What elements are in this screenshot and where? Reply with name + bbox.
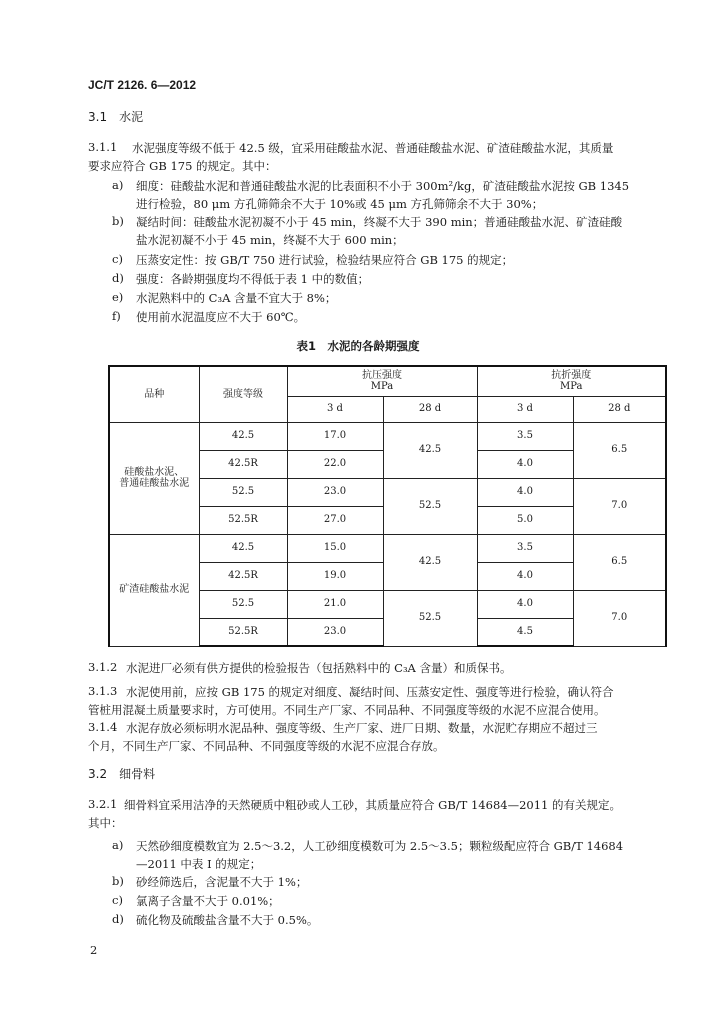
grade-cell: 52.5R xyxy=(199,618,287,646)
clause-3-2-1-number: 3.2.1 xyxy=(88,797,118,811)
comp-3d-cell: 17.0 xyxy=(287,422,383,450)
flex-28d-cell: 7.0 xyxy=(573,590,666,646)
flex-3d-cell: 3.5 xyxy=(477,534,573,562)
header-flexural-unit: MPa xyxy=(560,381,583,393)
comp-28d-cell: 52.5 xyxy=(383,478,477,534)
clause-3-1-1-line1: 水泥强度等级不低于 42.5 级，宜采用硅酸盐水泥、普通硅酸盐水泥、矿渣硅酸盐水泥，其质量 xyxy=(132,141,614,155)
item-e-label: e) xyxy=(112,290,124,304)
item-b-label: b) xyxy=(112,214,124,228)
header-flex-28d: 28 d xyxy=(573,396,666,422)
item-3-2-a-label: a) xyxy=(112,838,124,852)
clause-3-1-4-line1: 水泥存放必须标明水泥品种、强度等级、生产厂家、进厂日期、数量，水泥贮存期应不超过三 xyxy=(126,721,598,735)
comp-28d-cell: 52.5 xyxy=(383,590,477,646)
strength-table xyxy=(108,365,667,647)
flex-3d-cell: 3.5 xyxy=(477,422,573,450)
clause-3-2-1-line2: 其中： xyxy=(88,816,123,830)
item-3-2-b-line1: 砂经筛选后，含泥量不大于 1%； xyxy=(136,875,308,889)
item-b-line2: 盐水泥初凝不小于 45 min，终凝不大于 600 min； xyxy=(136,233,404,247)
flex-3d-cell: 4.5 xyxy=(477,618,573,646)
grade-cell: 42.5R xyxy=(199,562,287,590)
page-number: 2 xyxy=(90,943,98,957)
clause-3-1-1-number: 3.1.1 xyxy=(88,140,118,154)
variety-group-1-line1: 硅酸盐水泥、 xyxy=(124,466,185,478)
grade-cell: 42.5R xyxy=(199,450,287,478)
item-3-2-a-line2: —2011 中表 I 的规定； xyxy=(136,857,262,871)
item-c-line1: 压蒸安定性：按 GB/T 750 进行试验，检验结果应符合 GB 175 的规定； xyxy=(136,253,514,267)
header-flexural-label: 抗折强度 xyxy=(551,369,592,381)
item-e-line1: 水泥熟料中的 C₃A 含量不宜大于 8%； xyxy=(136,291,337,305)
flex-3d-cell: 4.0 xyxy=(477,450,573,478)
flex-28d-cell: 6.5 xyxy=(573,422,666,478)
header-compressive-label: 抗压强度 xyxy=(362,369,402,381)
flex-3d-cell: 4.0 xyxy=(477,562,573,590)
item-3-2-b-label: b) xyxy=(112,874,124,888)
clause-3-1-3-line2: 管桩用混凝土质量要求时，方可使用。不同生产厂家、不同品种、不同强度等级的水泥不应混合使用。 xyxy=(88,703,606,717)
grade-cell: 52.5R xyxy=(199,506,287,534)
variety-group-2: 矿渣硅酸盐水泥 xyxy=(109,534,199,646)
comp-3d-cell: 15.0 xyxy=(287,534,383,562)
header-flexural xyxy=(477,366,666,396)
clause-3-1-4-number: 3.1.4 xyxy=(88,720,118,734)
item-3-2-a-line1: 天然砂细度模数宜为 2.5～3.2，人工砂细度模数可为 2.5～3.5；颗粒级配应符合 GB/T 14684 xyxy=(136,839,624,853)
item-f-label: f) xyxy=(112,309,121,323)
comp-3d-cell: 27.0 xyxy=(287,506,383,534)
item-a-line2: 进行检验，80 μm 方孔筛筛余不大于 10%或 45 μm 方孔筛筛余不大于 30%； xyxy=(136,197,544,211)
item-a-label: a) xyxy=(112,178,124,192)
flex-3d-cell: 4.0 xyxy=(477,478,573,506)
clause-3-1-4-line2: 个月，不同生产厂家、不同品种、不同强度等级的水泥不应混合存放。 xyxy=(88,739,445,753)
variety-group-1 xyxy=(109,422,199,534)
item-a-line1: 细度：硅酸盐水泥和普通硅酸盐水泥的比表面积不小于 300m²/kg，矿渣硅酸盐水泥按 GB 1345 xyxy=(136,179,630,193)
item-f-line1: 使用前水泥温度应不大于 60℃。 xyxy=(136,310,306,324)
header-comp-3d: 3 d xyxy=(287,396,383,422)
item-3-2-c-line1: 氯离子含量不大于 0.01%； xyxy=(136,894,280,908)
comp-28d-cell: 42.5 xyxy=(383,422,477,478)
clause-3-1-1-line2: 要求应符合 GB 175 的规定。其中： xyxy=(88,159,277,173)
clause-3-1-2-text: 水泥进厂必须有供方提供的检验报告（包括熟料中的 C₃A 含量）和质保书。 xyxy=(126,661,512,675)
clause-3-2-1-line1: 细骨料宜采用洁净的天然硬质中粗砂或人工砂，其质量应符合 GB/T 14684—2011 的有关规定。 xyxy=(124,798,621,812)
comp-3d-cell: 22.0 xyxy=(287,450,383,478)
section-3-1-title: 3.1 水泥 xyxy=(88,110,144,124)
header-variety: 品种 xyxy=(109,366,199,422)
item-3-2-c-label: c) xyxy=(112,893,123,907)
comp-3d-cell: 23.0 xyxy=(287,478,383,506)
comp-3d-cell: 23.0 xyxy=(287,618,383,646)
comp-3d-cell: 21.0 xyxy=(287,590,383,618)
clause-3-1-3-line1: 水泥使用前，应按 GB 175 的规定对细度、凝结时间、压蒸安定性、强度等进行检验，确认符合 xyxy=(126,685,614,699)
flex-3d-cell: 4.0 xyxy=(477,590,573,618)
standard-code: JC/T 2126. 6—2012 xyxy=(88,78,197,92)
comp-3d-cell: 19.0 xyxy=(287,562,383,590)
grade-cell: 52.5 xyxy=(199,478,287,506)
header-grade: 强度等级 xyxy=(199,366,287,422)
clause-3-1-3-number: 3.1.3 xyxy=(88,684,118,698)
item-d-line1: 强度：各龄期强度均不得低于表 1 中的数值； xyxy=(136,272,370,286)
flex-28d-cell: 6.5 xyxy=(573,534,666,590)
header-compressive xyxy=(287,366,477,396)
header-flex-3d: 3 d xyxy=(477,396,573,422)
flex-28d-cell: 7.0 xyxy=(573,478,666,534)
header-comp-28d: 28 d xyxy=(383,396,477,422)
grade-cell: 42.5 xyxy=(199,422,287,450)
grade-cell: 42.5 xyxy=(199,534,287,562)
flex-3d-cell: 5.0 xyxy=(477,506,573,534)
item-d-label: d) xyxy=(112,271,124,285)
item-b-line1: 凝结时间：硅酸盐水泥初凝不小于 45 min，终凝不大于 390 min；普通硅酸盐水泥、矿渣硅酸 xyxy=(136,215,623,229)
variety-group-1-line2: 普通硅酸盐水泥 xyxy=(119,478,190,489)
item-3-2-d-label: d) xyxy=(112,912,124,926)
grade-cell: 52.5 xyxy=(199,590,287,618)
section-3-2-title: 3.2 细骨料 xyxy=(88,767,156,781)
table-caption: 表1 水泥的各龄期强度 xyxy=(296,339,420,353)
item-c-label: c) xyxy=(112,252,123,266)
header-compressive-unit: MPa xyxy=(370,381,394,393)
clause-3-1-2-number: 3.1.2 xyxy=(88,660,118,674)
item-3-2-d-line1: 硫化物及硫酸盐含量不大于 0.5%。 xyxy=(136,913,319,927)
comp-28d-cell: 42.5 xyxy=(383,534,477,590)
